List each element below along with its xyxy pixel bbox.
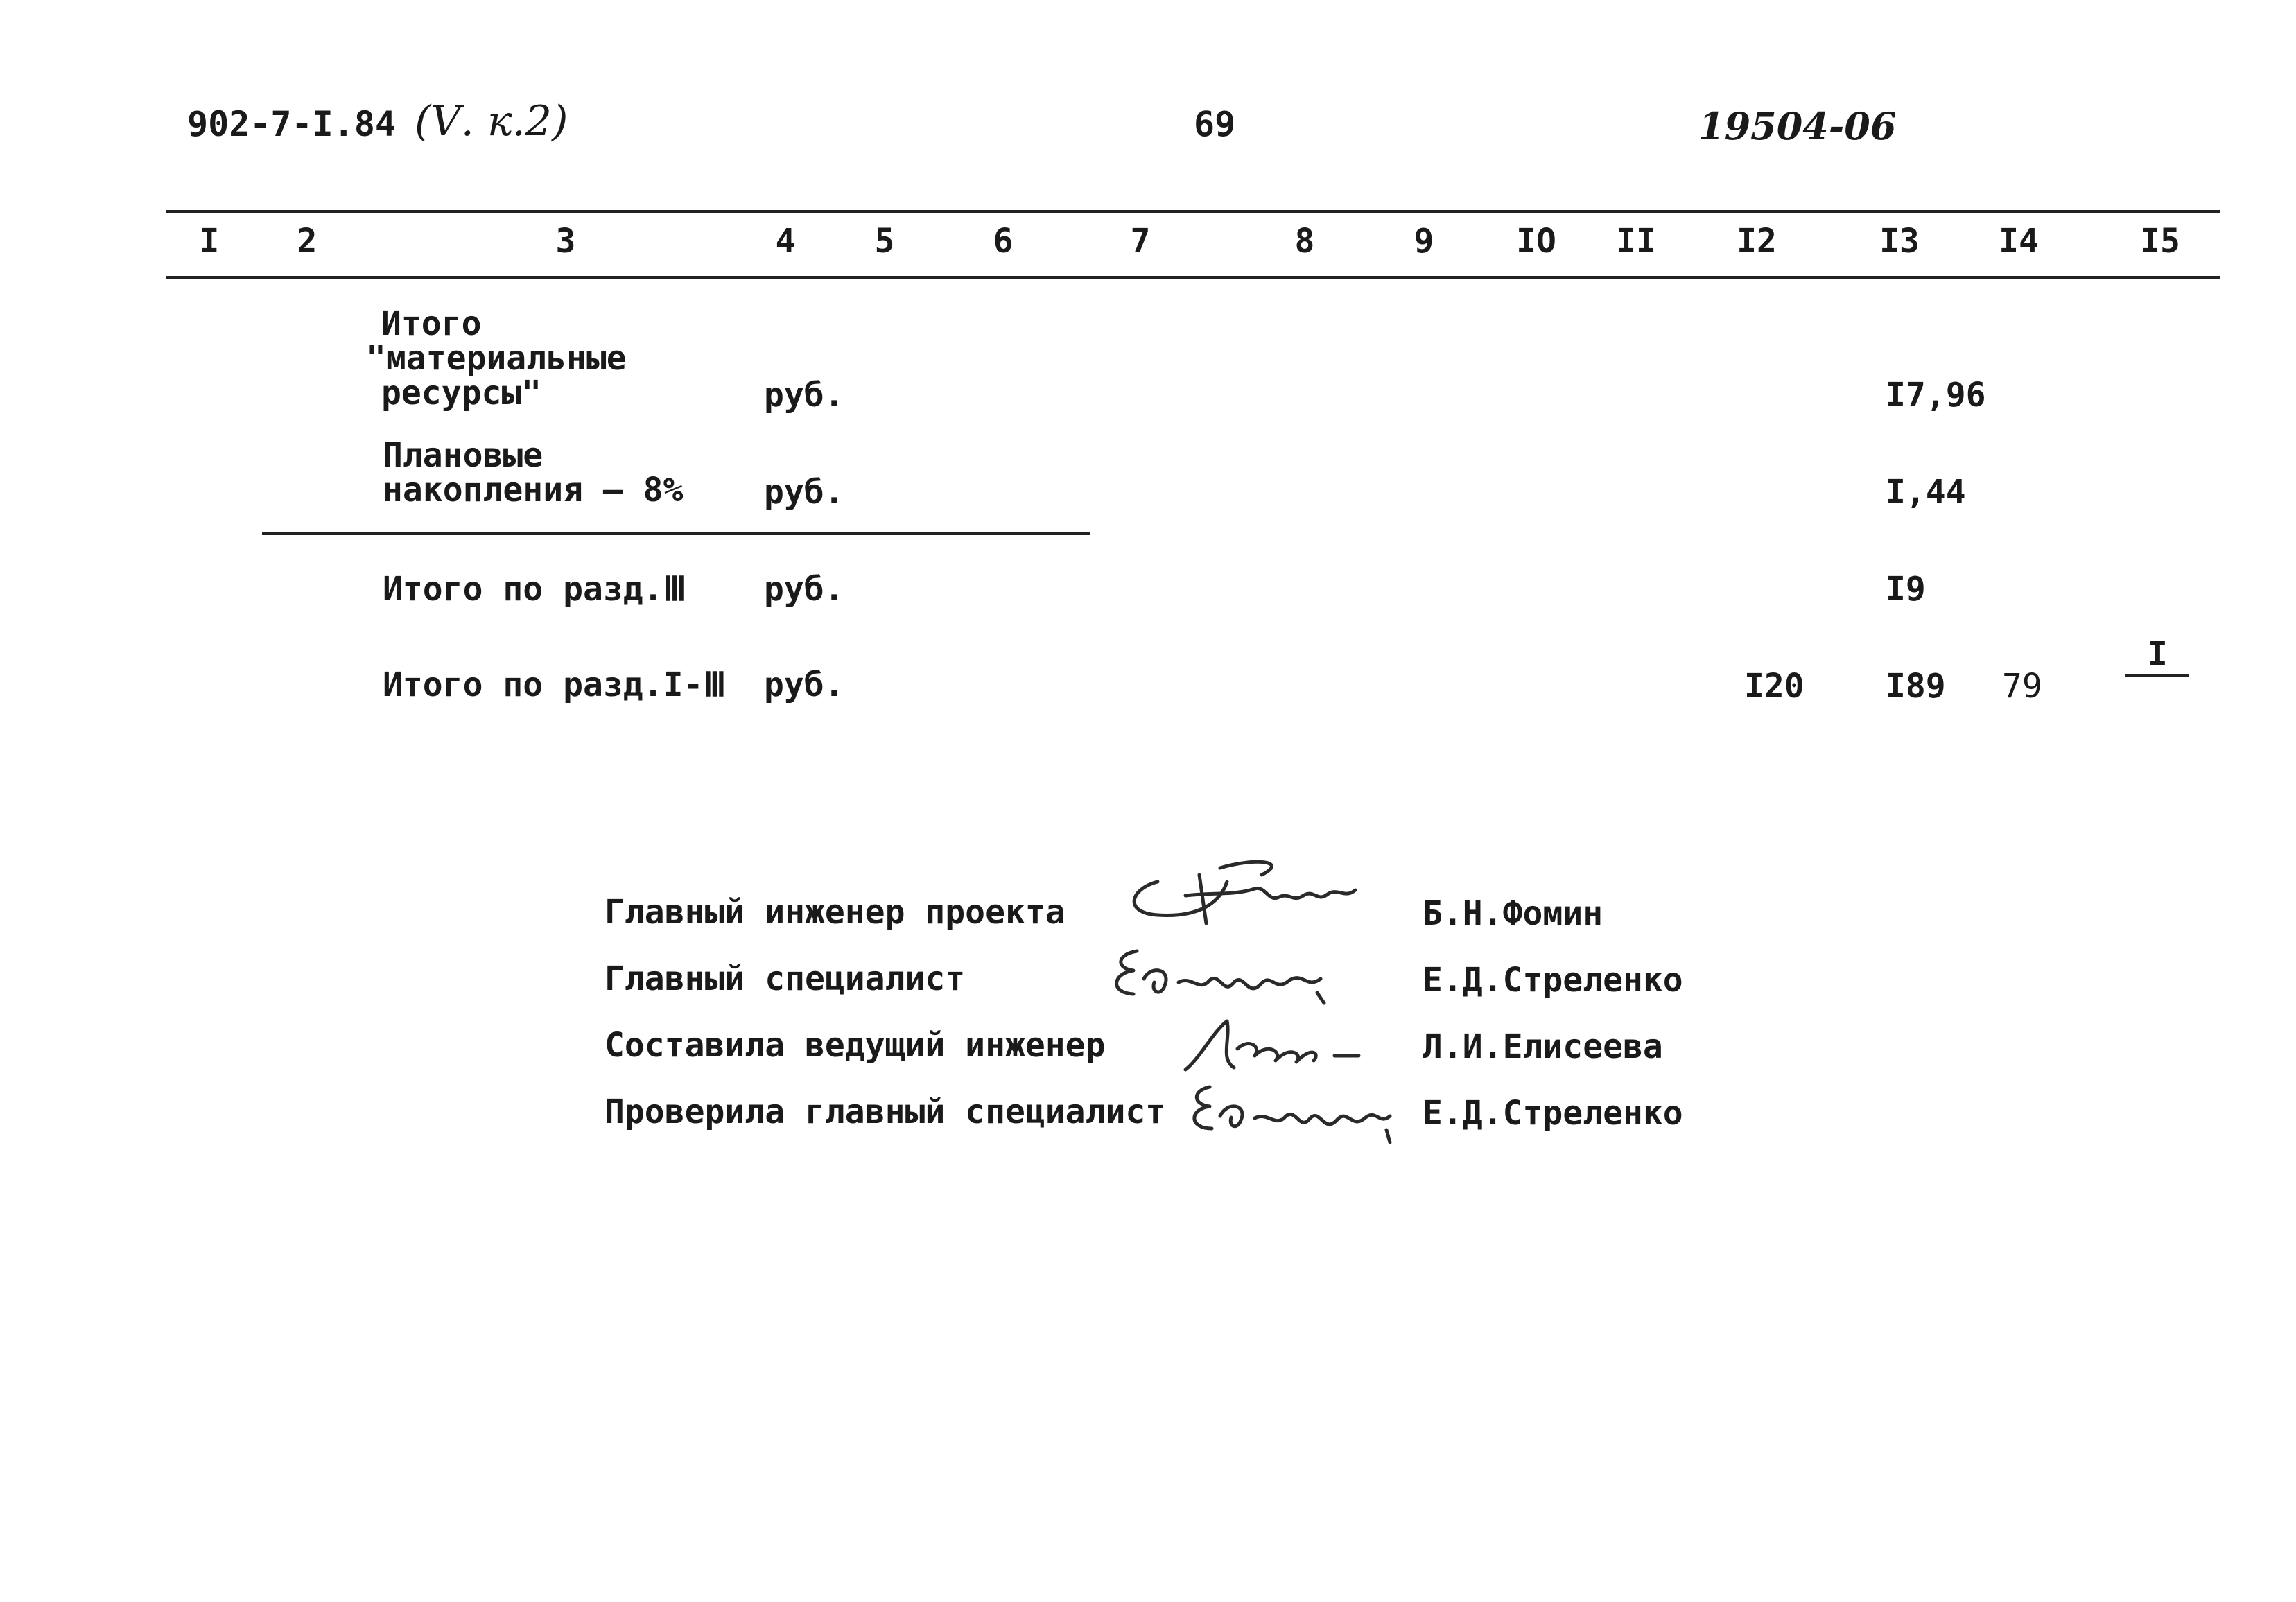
column-header-10: IO — [1516, 222, 1556, 261]
sections1-3-total-label: Итого по разд.I-Ⅲ — [383, 665, 727, 704]
sections1-3-total-col12: I20 — [1744, 667, 1804, 706]
column-header-6: 6 — [993, 222, 1014, 261]
column-header-11: II — [1616, 222, 1656, 261]
sections1-3-total-col14: 79 — [2002, 667, 2042, 706]
signature-name-eliseeva: Л.И.Елисеева — [1423, 1027, 1663, 1066]
column-header-4: 4 — [775, 222, 796, 261]
section3-total-label: Итого по разд.Ⅲ — [383, 570, 686, 609]
col15-fraction-bar — [2125, 674, 2189, 677]
signature-role-chief-engineer: Главный инженер проекта — [605, 893, 1066, 932]
column-header-1: I — [199, 222, 220, 261]
column-header-3: 3 — [555, 222, 576, 261]
column-header-13: I3 — [1879, 222, 1920, 261]
handwritten-signature-strelenko-1 — [1095, 937, 1359, 1013]
signature-name-strelenko-2: Е.Д.Стреленко — [1423, 1094, 1683, 1133]
planned-savings-label — [383, 436, 684, 510]
materials-total-label — [366, 306, 627, 410]
planned-savings-label-line2: накопления – 8% — [383, 471, 684, 510]
column-header-2: 2 — [297, 222, 318, 261]
handwritten-signature-eliseeva — [1172, 1011, 1366, 1080]
volume-note: (Ⅴ. к.2) — [415, 97, 568, 146]
column-header-7: 7 — [1130, 222, 1151, 261]
inventory-number: 19504-06 — [1698, 104, 1897, 148]
signature-name-fomin: Б.Н.Фомин — [1423, 894, 1603, 933]
sections1-3-total-col15: I — [2148, 635, 2168, 674]
handwritten-signature-strelenko-2 — [1179, 1073, 1400, 1149]
subtotal-rule — [262, 532, 1090, 535]
materials-total-col13: I7,96 — [1886, 376, 1986, 415]
sections1-3-total-unit: руб. — [764, 665, 844, 704]
column-header-9: 9 — [1414, 222, 1434, 261]
materials-total-label-line3: ресурсы" — [381, 374, 542, 412]
column-header-15: I5 — [2140, 222, 2180, 261]
handwritten-signature-fomin — [1116, 854, 1380, 930]
signature-role-checking-specialist: Проверила главный специалист — [605, 1092, 1166, 1131]
signature-role-chief-specialist: Главный специалист — [605, 959, 966, 998]
signature-role-lead-engineer: Составила ведущий инженер — [605, 1026, 1106, 1065]
column-header-8: 8 — [1294, 222, 1315, 261]
signature-name-strelenko-1: Е.Д.Стреленко — [1423, 961, 1683, 1000]
column-header-14: I4 — [1999, 222, 2039, 261]
document-code: 902-7-I.84 — [187, 104, 397, 144]
table-header-bottom-rule — [166, 276, 2220, 279]
column-header-12: I2 — [1737, 222, 1777, 261]
materials-total-label-line2: "материальные — [366, 339, 627, 378]
planned-savings-label-line1: Плановые — [383, 436, 543, 475]
sections1-3-total-col13: I89 — [1886, 667, 1946, 706]
page-number: 69 — [1194, 104, 1236, 144]
planned-savings-col13: I,44 — [1886, 473, 1966, 512]
column-header-5: 5 — [874, 222, 895, 261]
materials-total-label-line1: Итого — [381, 304, 482, 343]
table-top-rule — [166, 210, 2220, 213]
section3-total-col13: I9 — [1886, 570, 1926, 609]
materials-total-unit: руб. — [764, 376, 844, 415]
planned-savings-unit: руб. — [764, 473, 844, 512]
section3-total-unit: руб. — [764, 570, 844, 609]
